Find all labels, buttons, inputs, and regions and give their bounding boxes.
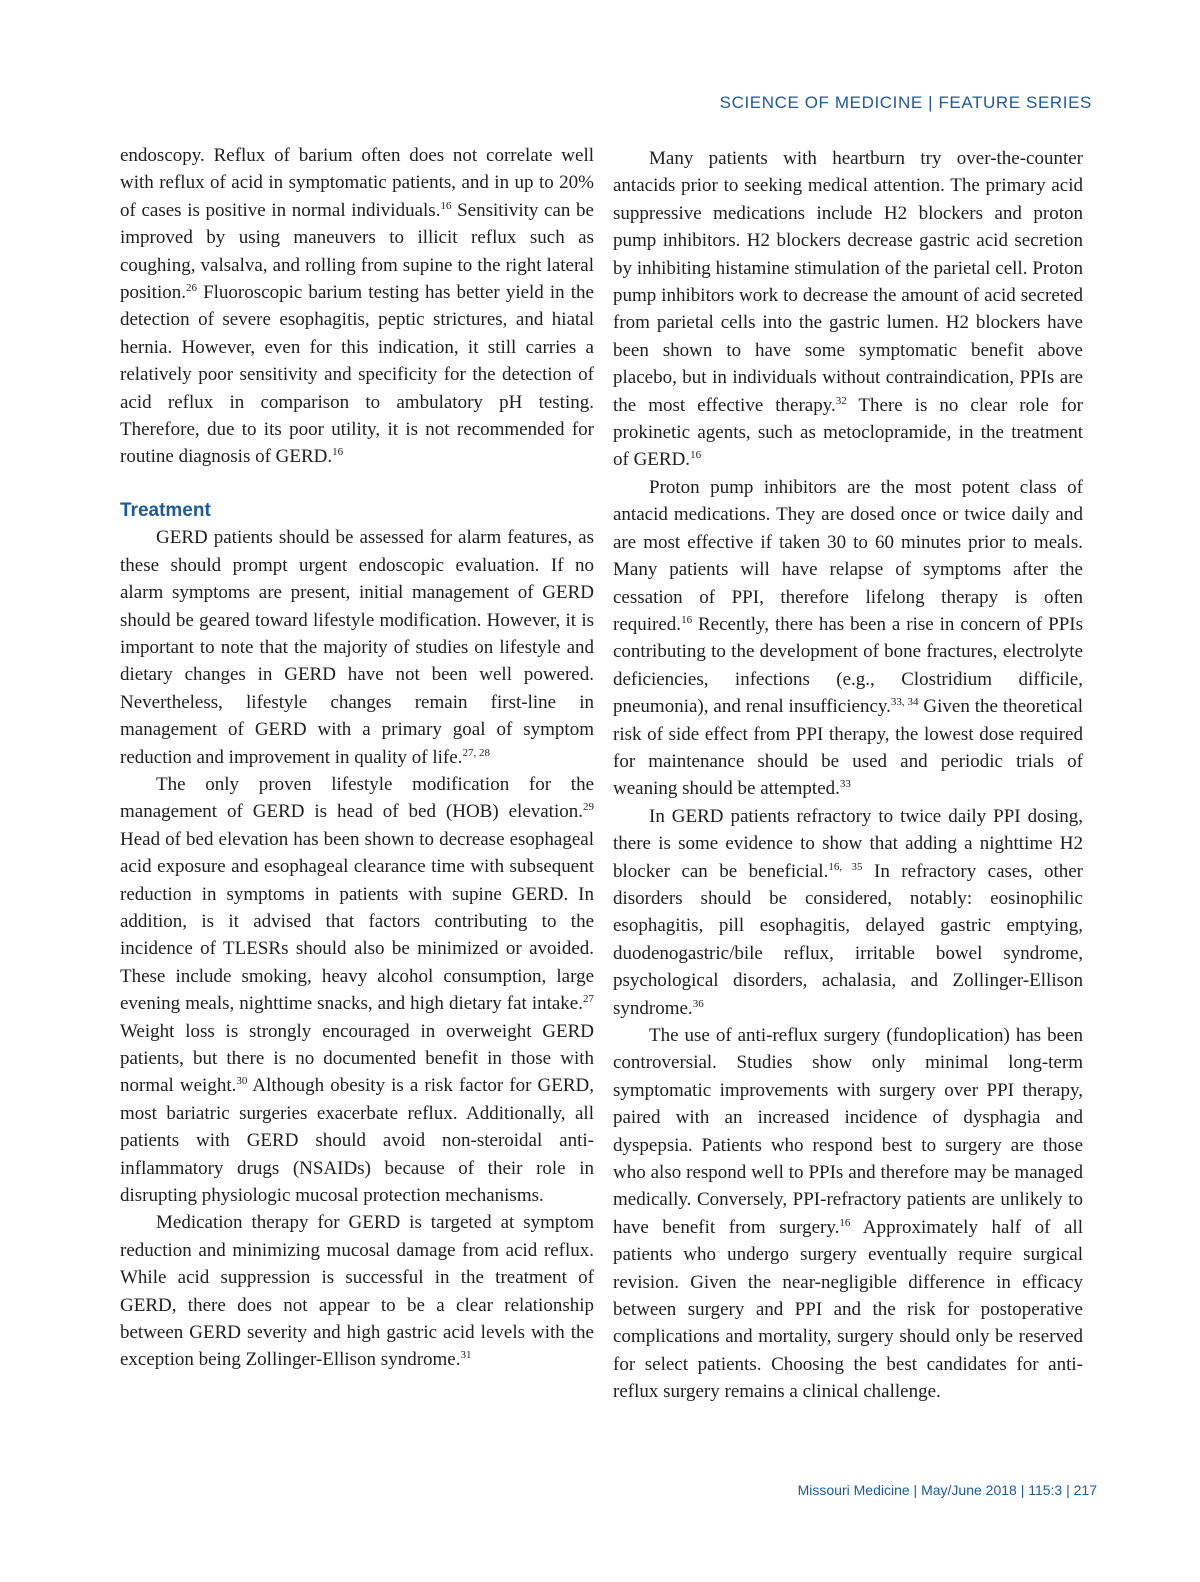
reference-superscript: 16, 35 bbox=[828, 860, 863, 873]
left-column bbox=[120, 142, 594, 1374]
text-run: Although obesity is a risk factor for GERD, most bariatric surgeries exacerbate reflux. Additionally, all patients with GERD should avoid non-steroidal anti-inflammatory drugs (NSAIDs) because of their role in disrupting physiologic mucosal protection mechanisms. bbox=[120, 1075, 594, 1207]
text-run: Medication therapy for GERD is targeted at symptom reduction and minimizing mucosal damage from acid reflux. While acid suppression is successful in the treatment of GERD, there does not appear to be a clear relationship between GERD severity and high gastric acid levels with the exception being Zollinger-Ellison syndrome. bbox=[120, 1212, 594, 1371]
reference-superscript: 16 bbox=[440, 199, 452, 212]
text-run: In GERD patients refractory to twice daily PPI dosing, there is some evidence to show that adding a nighttime H2 blocker can be beneficial. bbox=[613, 805, 1083, 882]
text-run: Sensitivity can be improved by using maneuvers to illicit reflux such as coughing, valsalva, and rolling from supine to the right lateral position. bbox=[120, 199, 594, 304]
paragraph-refractory-gerd bbox=[613, 803, 1083, 1022]
reference-superscript: 32 bbox=[835, 394, 847, 407]
text-run: Proton pump inhibitors are the most potent class of antacid medications. They are dosed once or twice daily and are most effective if taken 30 to 60 minutes prior to meals. Many patients will have relapse of symptoms after the cessation of PPI, therefore lifelong therapy is often required. bbox=[613, 476, 1083, 635]
text-run: The use of anti-reflux surgery (fundoplication) has been controversial. Studies show only minimal long-term symptomatic improvements with surgery over PPI therapy, paired with an increased incidence of dysphagia and dyspepsia. Patients who respond best to surgery are those who also respond well to PPIs and therefore may be managed medically. Conversely, PPI-refractory patients are unlikely to have benefit from surgery. bbox=[613, 1025, 1083, 1238]
paragraph-anti-reflux-surgery bbox=[613, 1022, 1083, 1406]
reference-superscript: 27 bbox=[583, 993, 594, 1006]
text-run: Head of bed elevation has been shown to decrease esophageal acid exposure and esophageal clearance time with subsequent reduction in symptoms in patients with supine GERD. In addition, is it advised that factors contributing to the incidence of TLESRs should also be minimized or avoided. These include smoking, heavy alcohol consumption, large evening meals, nighttime snacks, and high dietary fat intake. bbox=[120, 828, 594, 1015]
reference-superscript: 29 bbox=[583, 801, 594, 814]
paragraph-medication-therapy bbox=[120, 1209, 594, 1373]
text-run: Recently, there has been a rise in concern of PPIs contributing to the development of bone fractures, electrolyte deficiencies, infections (e.g., Clostridium difficile, pneumonia), and renal insufficiency. bbox=[613, 613, 1083, 718]
reference-superscript: 26 bbox=[185, 282, 197, 295]
reference-superscript: 33 bbox=[839, 778, 851, 791]
reference-superscript: 16 bbox=[690, 449, 702, 462]
paragraph-lifestyle-modification bbox=[120, 771, 594, 1210]
reference-superscript: 27, 28 bbox=[462, 746, 490, 759]
text-run: Weight loss is strongly encouraged in overweight GERD patients, but there is no documented benefit in those with normal weight. bbox=[120, 1020, 594, 1097]
text-run: The only proven lifestyle modification for the management of GERD is head of bed (HOB) elevation. bbox=[120, 773, 594, 823]
text-run: There is no clear role for prokinetic agents, such as metoclopramide, in the treatment of GERD. bbox=[613, 394, 1083, 471]
paragraph-proton-pump-inhibitors bbox=[613, 474, 1083, 803]
reference-superscript: 36 bbox=[692, 997, 704, 1010]
text-run: Many patients with heartburn try over-the-counter antacids prior to seeking medical attention. The primary acid suppressive medications include H2 blockers and proton pump inhibitors. H2 blockers decrease gastric acid secretion by inhibiting histamine stimulation of the parietal cell. Proton pump inhibitors work to decrease the amount of acid secreted from parietal cells into the gastric lumen. H2 blockers have been shown to have some symptomatic benefit above placebo, but in individuals without contraindication, PPIs are the most effective therapy. bbox=[613, 148, 1083, 416]
text-run: In refractory cases, other disorders should be considered, notably: eosinophilic esophagitis, pill esophagitis, delayed gastric emptying, duodenogastric/bile reflux, irritable bowel syndrome, psychological disorders, achalasia, and Zollinger-Ellison syndrome. bbox=[613, 860, 1084, 1019]
text-run: Approximately half of all patients who undergo surgery eventually require surgical revision. Given the near-negligible difference in efficacy between surgery and PPI and the risk for postoperative complications and mortality, surgery should only be reserved for select patients. Choosing the best candidates for anti-reflux surgery remains a clinical challenge. bbox=[613, 1216, 1083, 1403]
running-footer: Missouri Medicine | May/June 2018 | 115:3 | 217 bbox=[797, 1482, 1097, 1498]
paragraph-alarm-features bbox=[120, 524, 594, 771]
reference-superscript: 33, 34 bbox=[890, 696, 919, 709]
running-header: SCIENCE OF MEDICINE | FEATURE SERIES bbox=[719, 93, 1092, 112]
text-run: Fluoroscopic barium testing has better yield in the detection of severe esophagitis, peptic strictures, and hiatal hernia. However, even for this indication, it still carries a relatively poor sensitivity and specificity for the detection of acid reflux in comparison to ambulatory pH testing. Therefore, due to its poor utility, it is not recommended for routine diagnosis of GERD. bbox=[120, 282, 594, 468]
paragraph-barium-testing bbox=[120, 142, 594, 471]
text-run: Given the theoretical risk of side effect from PPI therapy, the lowest dose required for maintenance should be used and periodic trials of weaning should be attempted. bbox=[613, 696, 1084, 800]
text-run: endoscopy. Reflux of barium often does not correlate well with reflux of acid in symptomatic patients, and in up to 20% of cases is positive in normal individuals. bbox=[120, 145, 594, 221]
reference-superscript: 16 bbox=[681, 613, 693, 626]
reference-superscript: 31 bbox=[460, 1349, 472, 1362]
right-column bbox=[613, 145, 1083, 1406]
section-heading-treatment: Treatment bbox=[120, 499, 211, 521]
text-run: GERD patients should be assessed for alarm features, as these should prompt urgent endoscopic evaluation. If no alarm symptoms are present, initial management of GERD should be geared toward lifestyle modification. However, it is important to note that the majority of studies on lifestyle and dietary changes in GERD have not been well powered. Nevertheless, lifestyle changes remain first-line in management of GERD with a primary goal of symptom reduction and improvement in quality of life. bbox=[120, 527, 594, 768]
reference-superscript: 30 bbox=[236, 1075, 248, 1088]
reference-superscript: 16 bbox=[839, 1216, 851, 1229]
reference-superscript: 16 bbox=[332, 446, 344, 459]
paragraph-acid-suppression bbox=[613, 145, 1083, 474]
